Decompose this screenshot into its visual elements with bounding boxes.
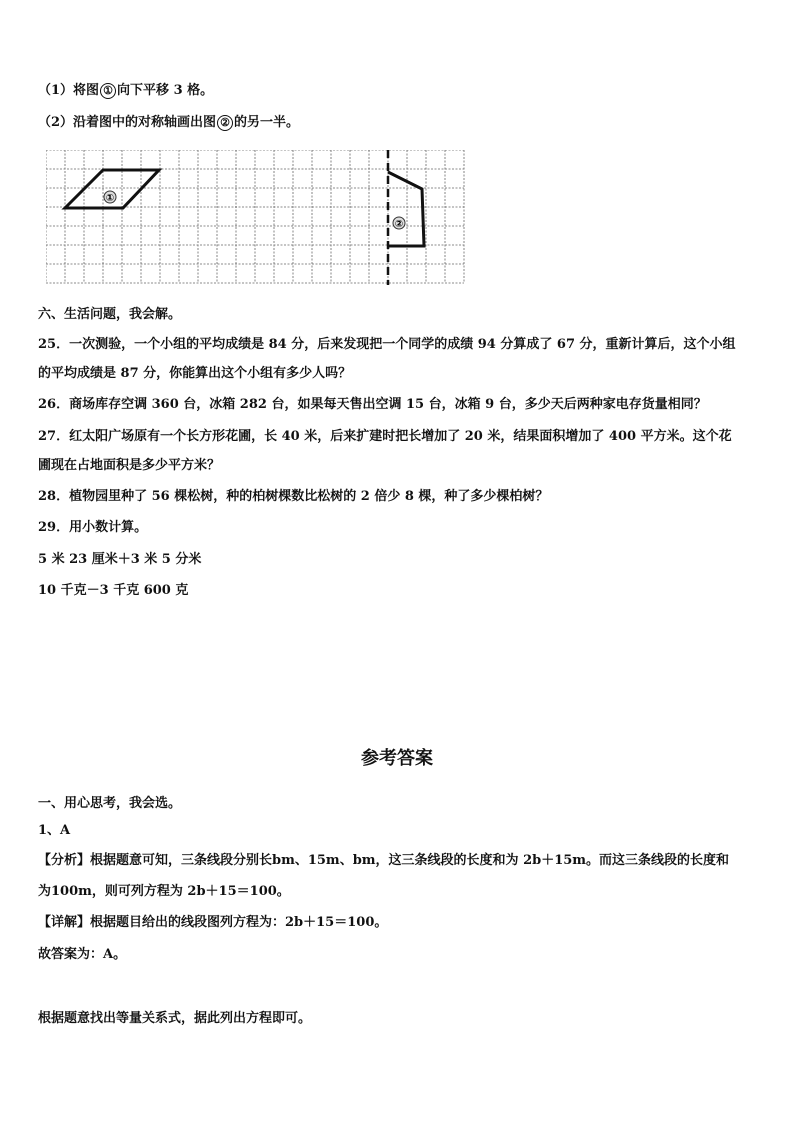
shape-2-label: ②	[394, 219, 404, 230]
question-29-expression-a: 5 米 23 厘米＋3 米 5 分米	[38, 552, 202, 567]
shape-1-ref: ①	[100, 83, 116, 99]
instruction-2-post: 的另一半。	[234, 115, 300, 130]
conclusion-line: 故答案为：A。	[38, 947, 127, 962]
answers-title: 参考答案	[361, 748, 433, 769]
analysis-line-1: 【分析】根据题意可知，三条线段分别长bm、15m、bm，这三条线段的长度和为 2b＋15m。而这三条线段的长度和	[38, 853, 730, 868]
detail-line: 【详解】根据题目给出的线段图列方程为：2b＋15＝100。	[38, 915, 388, 930]
instruction-2-pre: （2）沿着图中的对称轴画出图	[38, 115, 217, 130]
instruction-1-post: 向下平移 3 格。	[117, 83, 214, 98]
question-26: 26．商场库存空调 360 台，冰箱 282 台，如果每天售出空调 15 台，冰箱 9 台，多少天后两种家电存货量相同？	[38, 397, 707, 412]
grid-figure	[46, 150, 466, 286]
answers-section-1: 一、用心思考，我会选。	[38, 796, 182, 811]
question-29-expression-b: 10 千克－3 千克 600 克	[38, 583, 189, 598]
instruction-2	[38, 114, 299, 132]
analysis-line-2: 为100m，则可列方程为 2b＋15＝100。	[38, 884, 290, 899]
answer-1: 1、A	[38, 823, 71, 838]
question-28: 28．植物园里种了 56 棵松树，种的柏树棵数比松树的 2 倍少 8 棵，种了多少棵柏树？	[38, 489, 549, 504]
question-25-line-2: 的平均成绩是 87 分，你能算出这个小组有多少人吗？	[38, 366, 352, 381]
question-27-line-2: 圃现在占地面积是多少平方米？	[38, 458, 221, 473]
shape-2-ref: ②	[217, 115, 233, 131]
comment-line: 根据题意找出等量关系式，据此列出方程即可。	[38, 1011, 312, 1026]
question-27-line-1: 27．红太阳广场原有一个长方形花圃，长 40 米，后来扩建时把长增加了 20 米，结果面积增加了 400 平方米。这个花	[38, 429, 732, 444]
section-6-heading: 六、生活问题，我会解。	[38, 307, 182, 322]
shape-1-label: ①	[105, 193, 115, 204]
question-25-line-1: 25．一次测验，一个小组的平均成绩是 84 分，后来发现把一个同学的成绩 94 分算成了 67 分，重新计算后，这个小组	[38, 337, 736, 352]
instruction-1	[38, 82, 213, 100]
instruction-1-pre: （1）将图	[38, 83, 100, 98]
question-29: 29．用小数计算。	[38, 520, 148, 535]
half-trapezoid-shape-2	[388, 172, 424, 246]
